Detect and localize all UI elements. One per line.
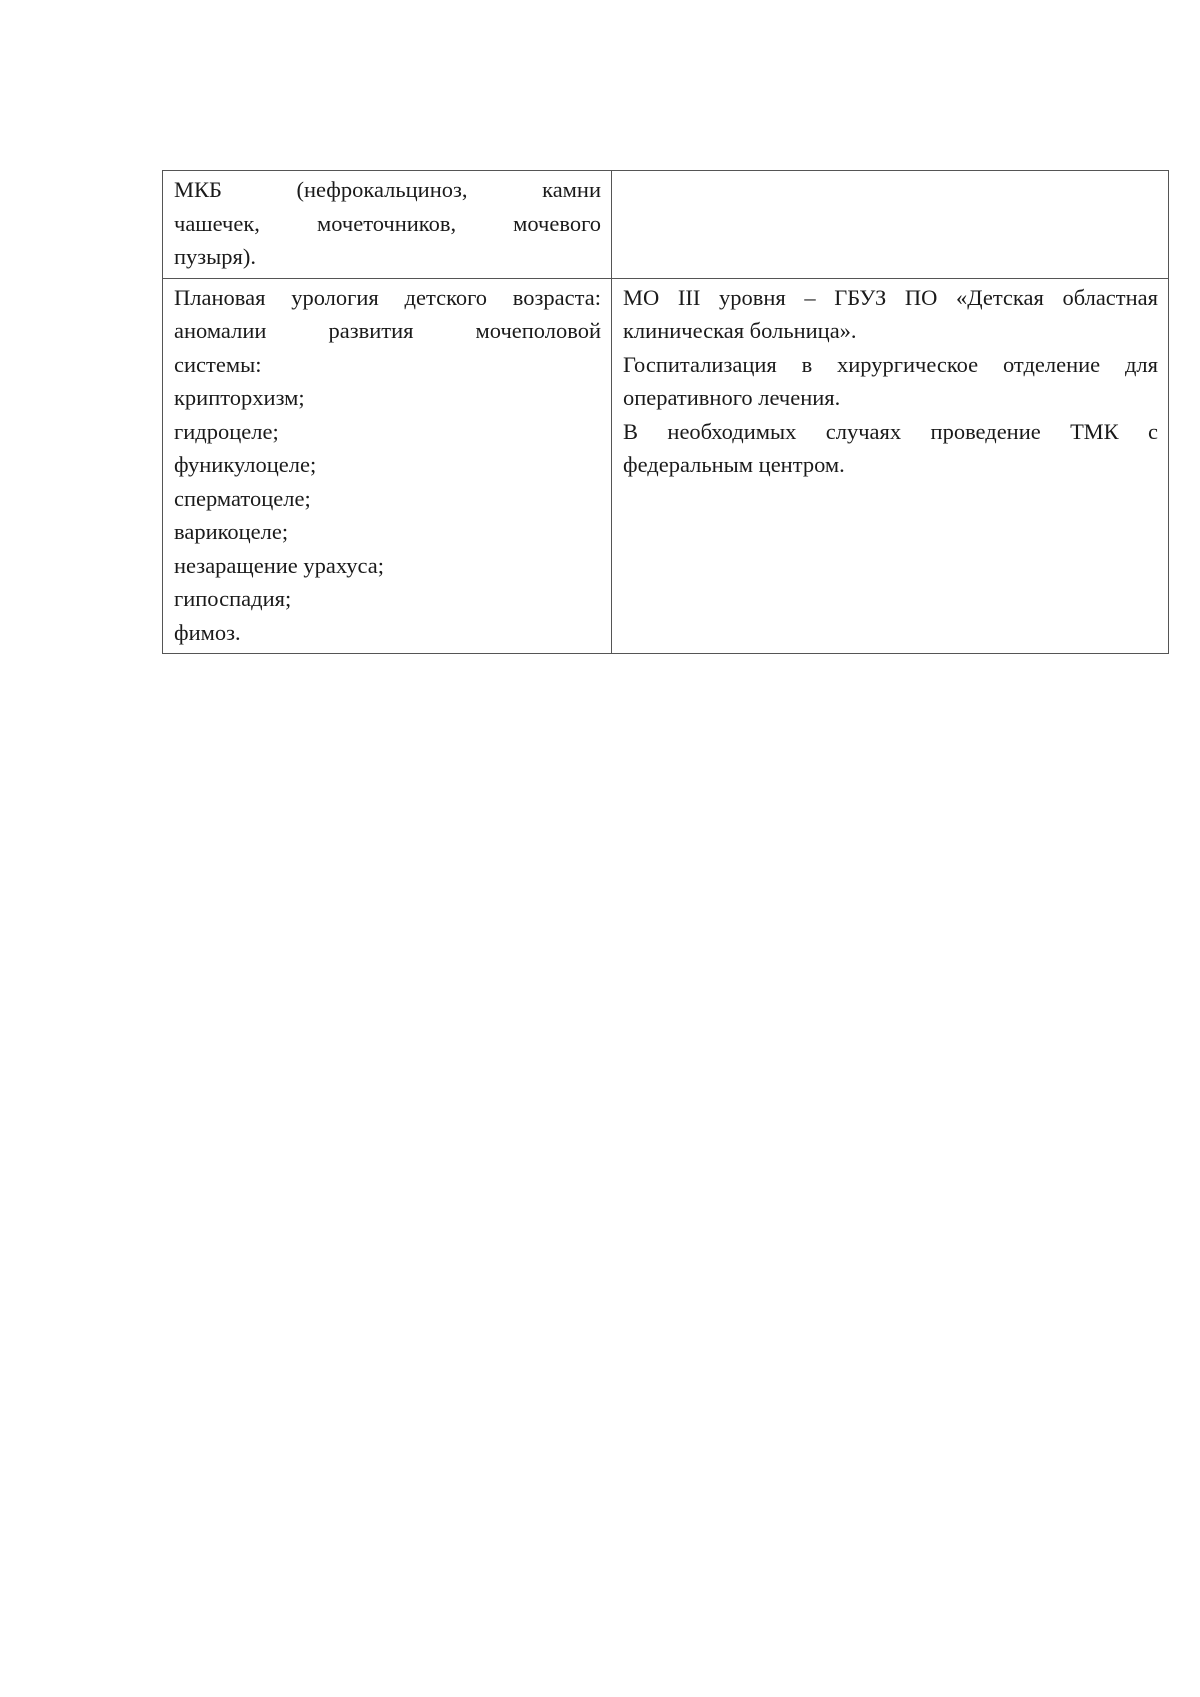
text-line: пузыря). (174, 244, 257, 269)
text-line: клиническая больница». (623, 318, 857, 343)
list-item: гипоспадия; (174, 586, 292, 611)
list-item: крипторхизм; (174, 385, 305, 410)
list-item: фимоз. (174, 619, 241, 645)
list-item: фуникулоцеле; (174, 452, 317, 477)
diagnosis-cell (163, 278, 612, 654)
routing-cell (612, 171, 1169, 279)
text-line: аномалии развития мочеполовой (174, 318, 601, 343)
paragraph (623, 281, 1158, 348)
paragraph (623, 415, 1158, 482)
table-row (163, 171, 1169, 279)
text-line: В необходимых случаях проведение ТМК с (623, 418, 1158, 444)
text-line: системы: (174, 351, 262, 377)
text-line: оперативного лечения. (623, 385, 841, 410)
routing-cell (612, 278, 1169, 654)
text-line: МКБ (нефрокальциноз, камни (174, 177, 601, 202)
list-item: незаращение урахуса; (174, 552, 385, 578)
routing-table (162, 170, 1169, 654)
text-line: МО III уровня – ГБУЗ ПО «Детская областная (623, 284, 1158, 310)
text-line: федеральным центром. (623, 452, 845, 477)
text-line: Госпитализация в хирургическое отделение для (623, 351, 1158, 377)
list-item: сперматоцеле; (174, 485, 311, 511)
paragraph (623, 348, 1158, 415)
list-item: гидроцеле; (174, 418, 279, 444)
text-line: Плановая урология детского возраста: (174, 284, 601, 310)
diagnosis-cell (163, 171, 612, 279)
table-row (163, 278, 1169, 654)
text-line: чашечек, мочеточников, мочевого (174, 210, 601, 236)
list-item: варикоцеле; (174, 519, 289, 544)
